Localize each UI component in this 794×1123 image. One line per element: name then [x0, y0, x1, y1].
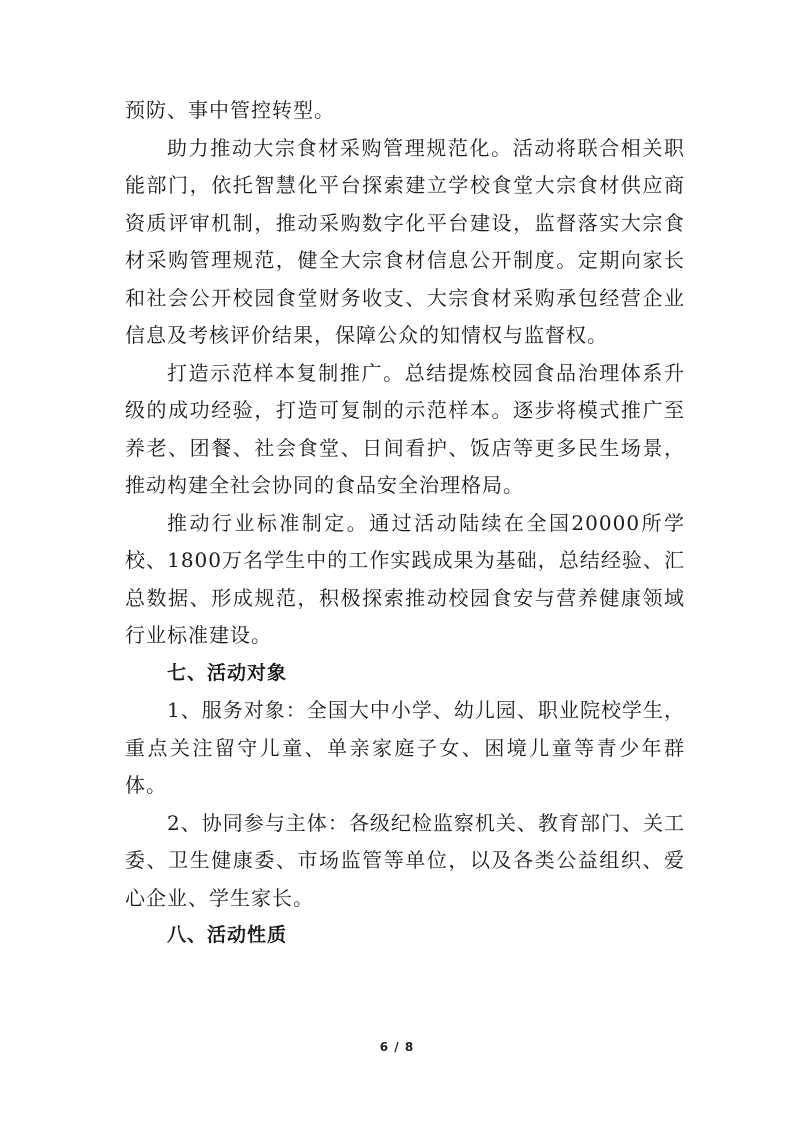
paragraph-participants: 2、协同参与主体：各级纪检监察机关、教育部门、关工委、卫生健康委、市场监管等单位，以及各类公益组织、爱心企业、学生家长。: [125, 810, 685, 910]
paragraph-food-procurement: 助力推动大宗食材采购管理规范化。活动将联合相关职能部门，依托智慧化平台探索建立学校食堂大宗食材供应商资质评审机制，推动采购数字化平台建设，监督落实大宗食材采购管理规范，健全大宗食材信息公开制度。定期向家长和社会公开校园食堂财务收支、大宗食材采购承包经营企业信息及考核评价结果，保障公众的知情权与监督权。: [125, 135, 685, 347]
section-heading-activity-nature: 八、活动性质: [167, 924, 288, 946]
page-number: 6 / 8: [379, 1040, 415, 1054]
paragraph-service-targets: 1、服务对象：全国大中小学、幼儿园、职业院校学生，重点关注留守儿童、单亲家庭子女、困境儿童等青少年群体。: [125, 698, 685, 797]
paragraph-continuation: 预防、事中管控转型。: [125, 98, 335, 122]
paragraph-industry-standard: 推动行业标准制定。通过活动陆续在全国20000所学校、1800万名学生中的工作实践成果为基础，总结经验、汇总数据、形成规范，积极探索推动校园食安与营养健康领域行业标准建设。: [125, 510, 685, 647]
paragraph-demonstration-model: 打造示范样本复制推广。总结提炼校园食品治理体系升级的成功经验，打造可复制的示范样本。逐步将模式推广至养老、团餐、社会食堂、日间看护、饭店等更多民生场景，推动构建全社会协同的食品安全治理格局。: [125, 360, 685, 497]
section-heading-activity-targets: 七、活动对象: [167, 661, 288, 684]
document-body: [125, 92, 685, 955]
